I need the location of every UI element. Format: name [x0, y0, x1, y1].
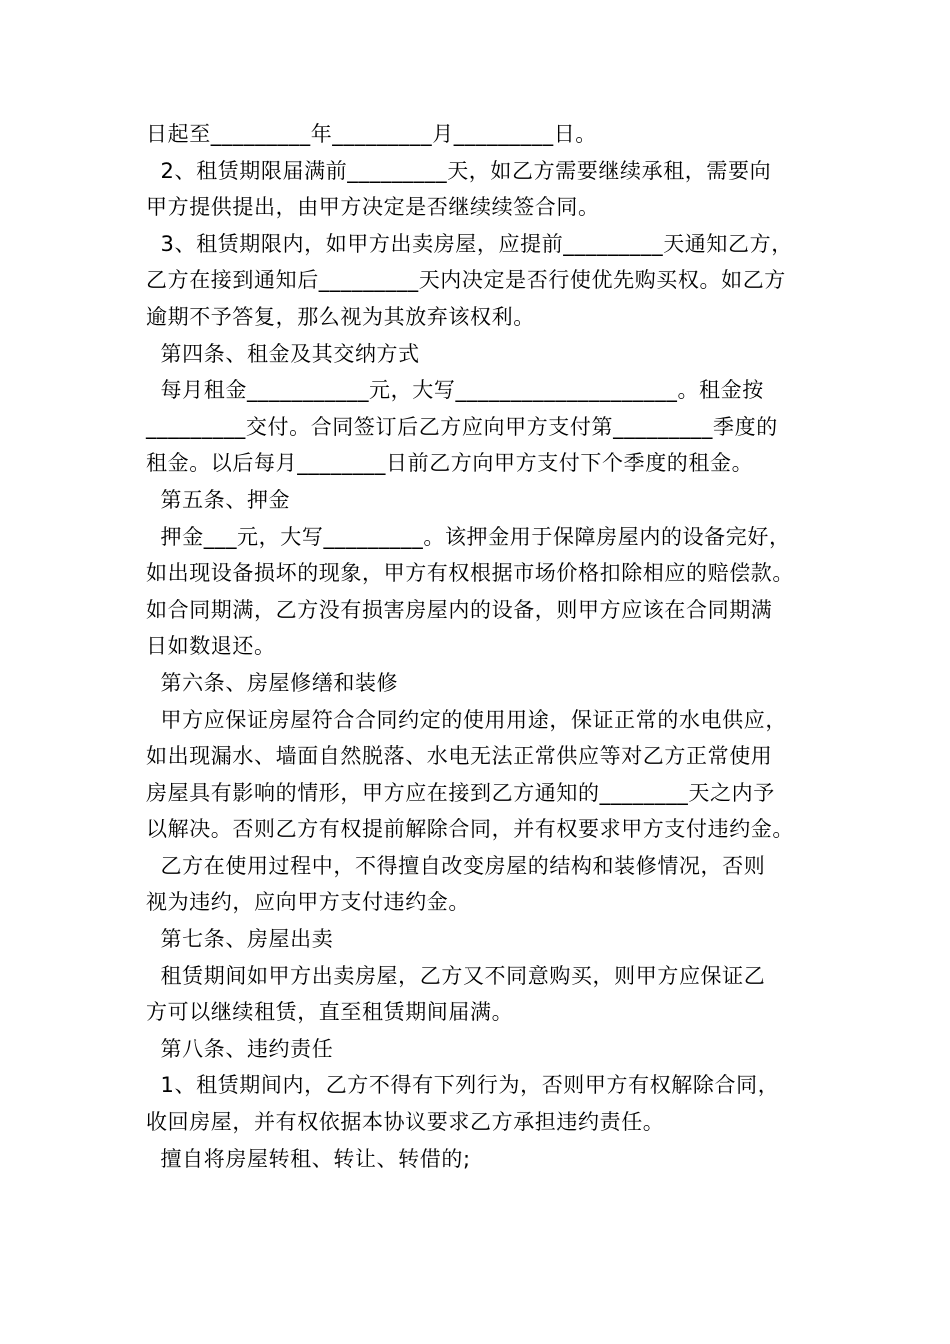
- section-heading: 第五条、押金: [146, 487, 291, 512]
- text-line: 日起至_________年_________月_________日。: [146, 122, 597, 146]
- section-heading: 第四条、租金及其交纳方式: [146, 341, 420, 366]
- text-line: 方可以继续租赁，直至租赁期间届满。: [146, 1000, 514, 1025]
- text-line: 甲方应保证房屋符合合同约定的使用用途，保证正常的水电供应，: [146, 707, 787, 732]
- text-line: 2、租赁期限届满前_________天，如乙方需要继续承租，需要向: [146, 158, 772, 183]
- text-line: 如出现设备损坏的现象，甲方有权根据市场价格扣除相应的赔偿款。: [146, 561, 794, 586]
- section-heading: 第七条、房屋出卖: [146, 927, 334, 952]
- text-line: 乙方在使用过程中，不得擅自改变房屋的结构和装修情况，否则: [146, 853, 766, 878]
- text-line: 收回房屋，并有权依据本协议要求乙方承担违约责任。: [146, 1110, 665, 1135]
- text-line: 租赁期间如甲方出卖房屋，乙方又不同意购买，则甲方应保证乙: [146, 963, 766, 988]
- text-line: 押金___元，大写_________。该押金用于保障房屋内的设备完好，: [146, 524, 791, 549]
- document-body: [146, 116, 826, 1177]
- text-line: 以解决。否则乙方有权提前解除合同，并有权要求甲方支付违约金。: [146, 817, 794, 842]
- text-line: _________交付。合同签订后乙方应向甲方支付第_________季度的: [146, 414, 778, 439]
- text-line: 日如数退还。: [146, 634, 276, 659]
- text-line: 擅自将房屋转租、转让、转借的;: [146, 1146, 471, 1171]
- section-heading: 第六条、房屋修缮和装修: [146, 670, 399, 695]
- text-line: 房屋具有影响的情形，甲方应在接到乙方通知的________天之内予: [146, 780, 775, 805]
- text-line: 甲方提供提出，由甲方决定是否继续续签合同。: [146, 195, 600, 220]
- text-line: 逾期不予答复，那么视为其放弃该权利。: [146, 304, 535, 329]
- text-line: 视为违约，应向甲方支付违约金。: [146, 890, 470, 915]
- text-line: 如出现漏水、墙面自然脱落、水电无法正常供应等对乙方正常使用: [146, 744, 773, 769]
- text-line: 1、租赁期间内，乙方不得有下列行为，否则甲方有权解除合同，: [146, 1073, 780, 1098]
- section-heading: 第八条、违约责任: [146, 1036, 334, 1061]
- text-line: 乙方在接到通知后_________天内决定是否行使优先购买权。如乙方: [146, 268, 786, 293]
- text-line: 3、租赁期限内，如甲方出卖房屋，应提前_________天通知乙方，: [146, 231, 793, 256]
- text-line: 租金。以后每月________日前乙方向甲方支付下个季度的租金。: [146, 451, 754, 476]
- text-line: 如合同期满，乙方没有损害房屋内的设备，则甲方应该在合同期满: [146, 597, 773, 622]
- text-line: 每月租金___________元，大写____________________。租金按: [146, 378, 764, 403]
